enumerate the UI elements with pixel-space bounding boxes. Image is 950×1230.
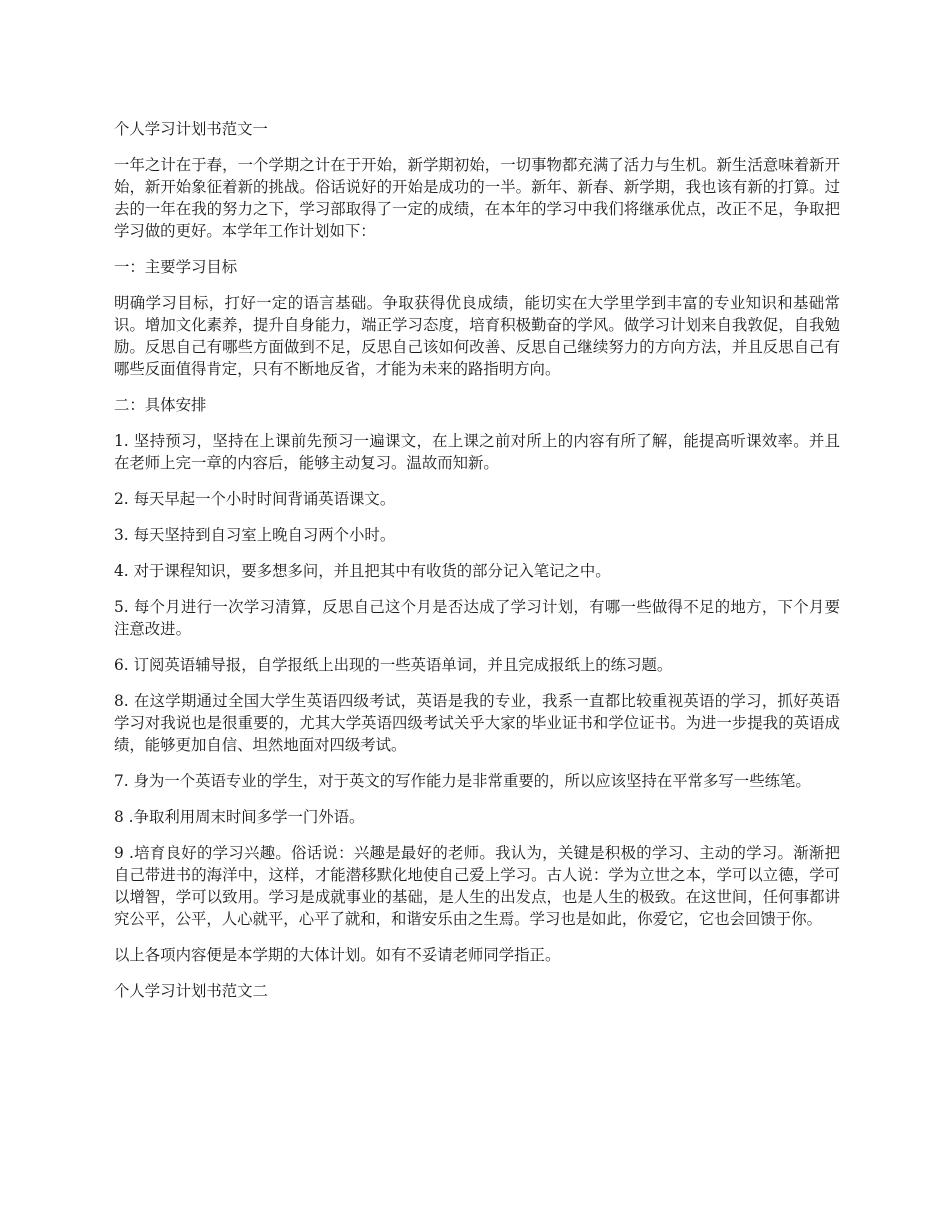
document-page bbox=[114, 118, 840, 1016]
section-heading-arrangement: 二：具体安排 bbox=[114, 396, 207, 414]
plan-item: 8 .争取利用周末时间多学一门外语。 bbox=[114, 808, 365, 826]
document-title-2: 个人学习计划书范文二 bbox=[114, 982, 268, 1000]
plan-item: 6. 订阅英语辅导报，自学报纸上出现的一些英语单词，并且完成报纸上的练习题。 bbox=[114, 656, 673, 674]
plan-item: 8. 在这学期通过全国大学生英语四级考试，英语是我的专业，我系一直都比较重视英语的学习，抓好英语学习对我说也是很重要的，尤其大学英语四级考试关乎大家的毕业证书和学位证书。为进一步提我的英语成绩，能够更加自信、坦然地面对四级考试。 bbox=[114, 692, 840, 754]
section-heading-goals: 一：主要学习目标 bbox=[114, 258, 238, 276]
plan-item: 9 .培育良好的学习兴趣。俗话说：兴趣是最好的老师。我认为，关键是积极的学习、主动的学习。渐渐把自己带进书的海洋中，这样，才能潜移默化地使自己爱上学习。古人说：学为立世之本，学可以立德，学可以增智，学可以致用。学习是成就事业的基础，是人生的出发点，也是人生的极致。在这世间，任何事都讲究公平，公平，人心就平，心平了就和，和谐安乐由之生焉。学习也是如此，你爱它，它也会回馈于你。 bbox=[114, 844, 840, 928]
closing-paragraph: 以上各项内容便是本学期的大体计划。如有不妥请老师同学指正。 bbox=[114, 946, 561, 964]
plan-item: 1. 坚持预习，坚持在上课前先预习一遍课文，在上课之前对所上的内容有所了解，能提高听课效率。并且在老师上完一章的内容后，能够主动复习。温故而知新。 bbox=[114, 432, 840, 472]
plan-item: 4. 对于课程知识，要多想多问，并且把其中有收货的部分记入笔记之中。 bbox=[114, 562, 611, 580]
intro-paragraph: 一年之计在于春，一个学期之计在于开始，新学期初始，一切事物都充满了活力与生机。新生活意味着新开始，新开始象征着新的挑战。俗话说好的开始是成功的一半。新年、新春、新学期，我也该有新的打算。过去的一年在我的努力之下，学习部取得了一定的成绩，在本年的学习中我们将继承优点，改正不足，争取把学习做的更好。本学年工作计划如下： bbox=[114, 156, 840, 240]
plan-item: 3. 每天坚持到自习室上晚自习两个小时。 bbox=[114, 526, 396, 544]
plan-item: 5. 每个月进行一次学习清算，反思自己这个月是否达成了学习计划，有哪一些做得不足的地方，下个月要注意改进。 bbox=[114, 598, 840, 638]
goals-paragraph: 明确学习目标，打好一定的语言基础。争取获得优良成绩，能切实在大学里学到丰富的专业知识和基础常识。增加文化素养，提升自身能力，端正学习态度，培育积极勤奋的学风。做学习计划来自我敦促，自我勉励。反思自己有哪些方面做到不足，反思自己该如何改善、反思自己继续努力的方向方法，并且反思自己有哪些反面值得肯定，只有不断地反省，才能为未来的路指明方向。 bbox=[114, 294, 840, 378]
plan-item: 7. 身为一个英语专业的学生，对于英文的写作能力是非常重要的，所以应该坚持在平常多写一些练笔。 bbox=[114, 772, 811, 790]
plan-item: 2. 每天早起一个小时时间背诵英语课文。 bbox=[114, 490, 396, 508]
document-title-1: 个人学习计划书范文一 bbox=[114, 120, 268, 138]
